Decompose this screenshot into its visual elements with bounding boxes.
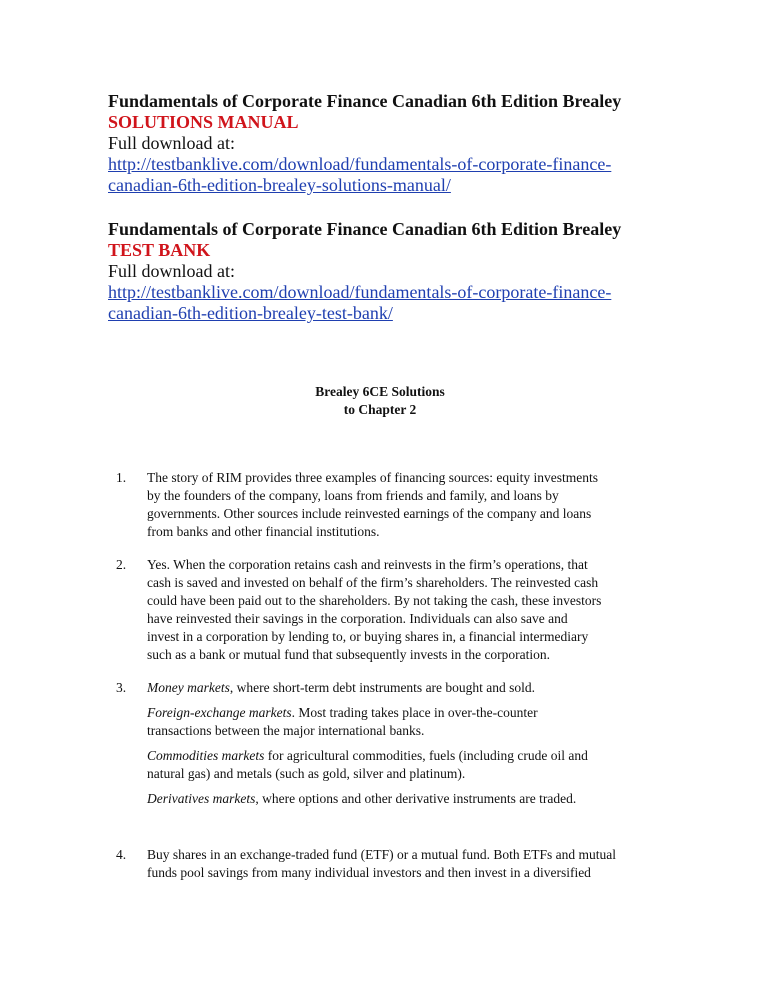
market-description: , where short-term debt instruments are bought and sold. <box>229 680 536 695</box>
answer-line: invest in a corporation by lending to, or buying shares in, a financial intermediary <box>147 629 589 644</box>
market-term: Foreign-exchange markets <box>147 705 292 720</box>
download-link-line-1[interactable]: http://testbanklive.com/download/fundamentals-of-corporate-finance- <box>108 282 612 302</box>
market-item-derivatives <box>147 790 687 808</box>
answer-line: such as a bank or mutual fund that subsequently invests in the corporation. <box>147 647 551 662</box>
answer-line: The story of RIM provides three examples of financing sources: equity investments <box>147 470 599 485</box>
download-link-line-2[interactable]: canadian-6th-edition-brealey-solutions-manual/ <box>108 175 451 195</box>
answer-line: by the founders of the company, loans from friends and family, and loans by <box>147 488 559 503</box>
download-link-line-1[interactable]: http://testbanklive.com/download/fundamentals-of-corporate-finance- <box>108 154 612 174</box>
promo-kind-label: SOLUTIONS MANUAL <box>108 112 299 132</box>
answer-body <box>147 556 687 664</box>
answer-number: 1. <box>116 470 127 485</box>
market-item-foreign-exchange <box>147 704 687 740</box>
answer-line: funds pool savings from many individual investors and then invest in a diversified <box>147 865 591 880</box>
answer-line: have reinvested their savings in the corporation. Individuals can also save and <box>147 611 568 626</box>
heading-line-2: to Chapter 2 <box>343 402 417 417</box>
document-heading <box>240 383 520 419</box>
answer-line: governments. Other sources include reinvested earnings of the company and loans <box>147 506 592 521</box>
answer-line: cash is saved and invested on behalf of the firm’s shareholders. The reinvested cash <box>147 575 599 590</box>
promo-title: Fundamentals of Corporate Finance Canadian 6th Edition Brealey <box>108 91 622 111</box>
download-link-line-2[interactable]: canadian-6th-edition-brealey-test-bank/ <box>108 303 393 323</box>
answer-line: Buy shares in an exchange-traded fund (ETF) or a mutual fund. Both ETFs and mutual <box>147 847 617 862</box>
download-label: Full download at: <box>108 261 235 281</box>
promo-kind-label: TEST BANK <box>108 240 211 260</box>
answer-number: 4. <box>116 847 127 862</box>
market-term: Commodities markets <box>147 748 265 763</box>
download-label: Full download at: <box>108 133 235 153</box>
market-description: transactions between the major international banks. <box>147 723 425 738</box>
answer-line: Yes. When the corporation retains cash and reinvests in the firm’s operations, that <box>147 557 588 572</box>
answer-body <box>147 679 687 815</box>
promo-block-testbank <box>108 219 668 324</box>
answer-number: 3. <box>116 680 127 695</box>
market-description: natural gas) and metals (such as gold, silver and platinum). <box>147 766 466 781</box>
market-item-money <box>147 679 687 697</box>
market-item-commodities <box>147 747 687 783</box>
answer-number: 2. <box>116 557 127 572</box>
market-description: . Most trading takes place in over-the-counter <box>291 705 538 720</box>
market-term: Money markets <box>147 680 230 695</box>
market-term: Derivatives markets <box>147 791 256 806</box>
answer-body <box>147 846 687 882</box>
market-description: , where options and other derivative instruments are traded. <box>255 791 577 806</box>
answer-line: from banks and other financial institutions. <box>147 524 380 539</box>
promo-block-solutions <box>108 91 668 196</box>
answer-line: could have been paid out to the shareholders. By not taking the cash, these investors <box>147 593 602 608</box>
promo-title: Fundamentals of Corporate Finance Canadian 6th Edition Brealey <box>108 219 622 239</box>
market-description: for agricultural commodities, fuels (including crude oil and <box>264 748 588 763</box>
heading-line-1: Brealey 6CE Solutions <box>315 384 445 399</box>
answer-body <box>147 469 687 541</box>
